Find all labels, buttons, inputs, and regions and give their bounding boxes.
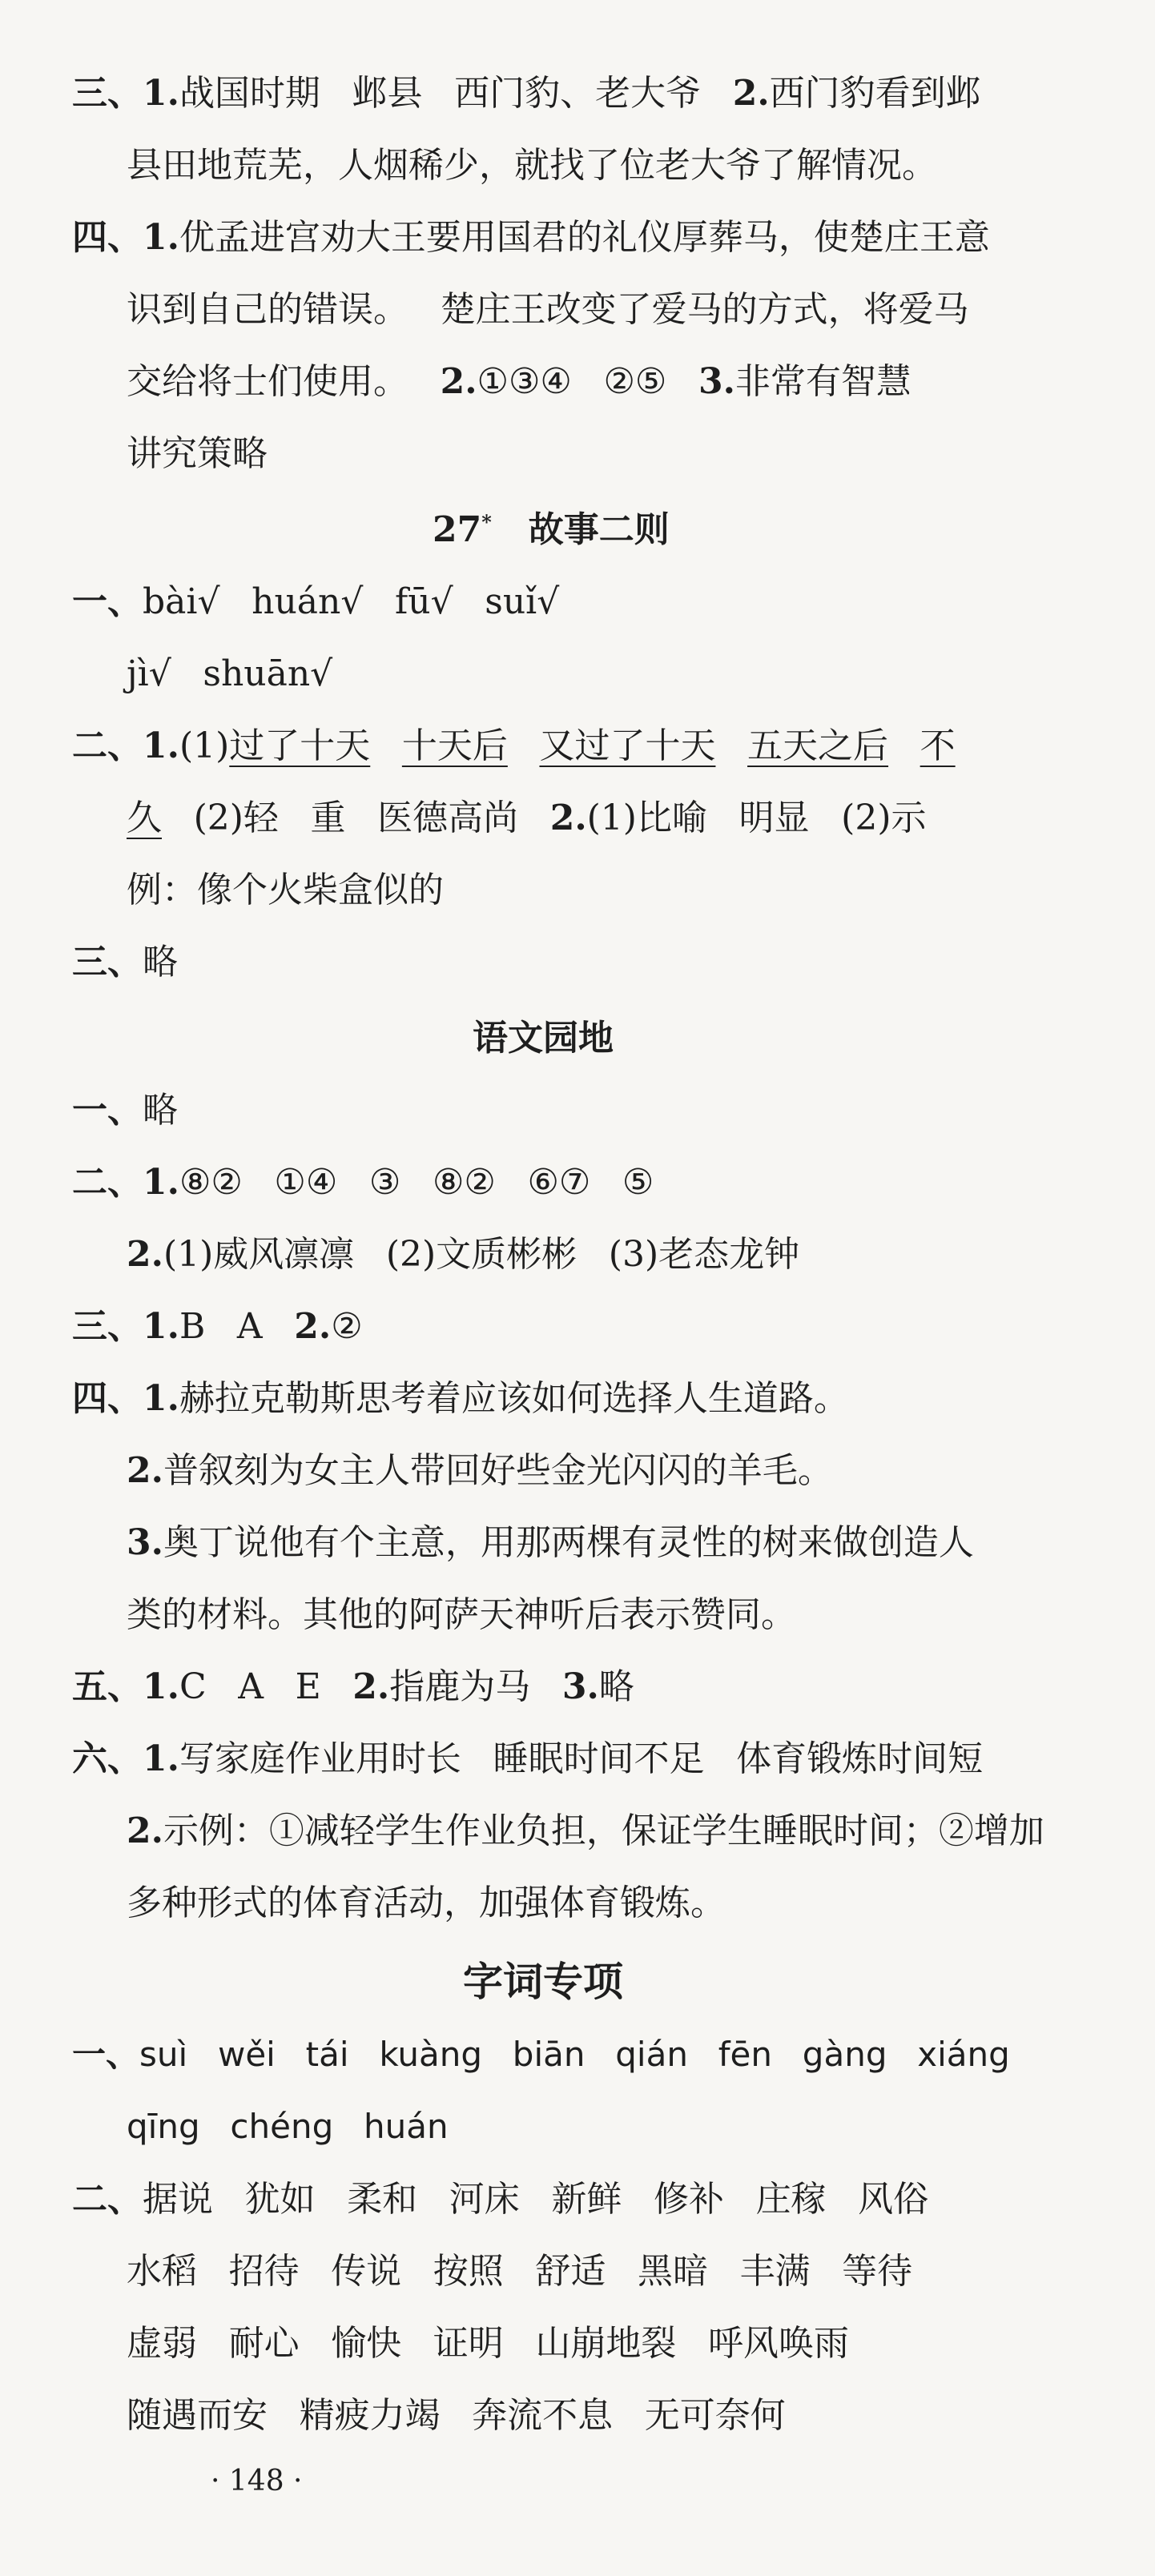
yd-q2-line-1: 二、1.⑧② ①④ ③ ⑧② ⑥⑦ ⑤ xyxy=(72,1162,654,1203)
s27-q2-line-1: 二、1.(1)过了十天 十天后 又过了十天 五天之后 不 xyxy=(72,725,956,766)
sec3-line-1: 三、1.战国时期 邺县 西门豹、老大爷 2.西门豹看到邺 xyxy=(72,73,981,114)
sec4-line-1: 四、1.优孟进宫劝大王要用国君的礼仪厚葬马，使楚庄王意 xyxy=(72,217,990,258)
yd-q4-line-3: 3.奥丁说他有个主意，用那两棵有灵性的树来做创造人 xyxy=(127,1522,974,1563)
sec4-line-2: 识到自己的错误。 楚庄王改变了爱马的方式，将爱马 xyxy=(127,289,969,330)
yd-q4-line-2: 2.普叙刻为女主人带回好些金光闪闪的羊毛。 xyxy=(127,1450,833,1491)
s27-q2-line-3: 例：像个火柴盒似的 xyxy=(127,870,444,910)
yd-q4-line-1: 四、1.赫拉克勒斯思考着应该如何选择人生道路。 xyxy=(72,1378,849,1419)
zc-q2-line-4: 随遇而安 精疲力竭 奔流不息 无可奈何 xyxy=(127,2395,786,2436)
page-number: · 148 · xyxy=(211,2465,303,2498)
s27-q1-line-1: 一、bài√ huán√ fū√ suǐ√ xyxy=(72,581,560,622)
yd-q6-line-2: 2.示例：①减轻学生作业负担，保证学生睡眠时间；②增加 xyxy=(127,1810,1044,1851)
yd-q2-line-2: 2.(1)威风凛凛 (2)文质彬彬 (3)老态龙钟 xyxy=(127,1234,800,1275)
section-title-zici-zhuanxiang: 字词专项 xyxy=(463,1958,623,2005)
s27-q2-line-2: 久 (2)轻 重 医德高尚 2.(1)比喻 明显 (2)示 xyxy=(127,798,927,838)
zc-q1-line-1: 一、suì wěi tái kuàng biān qián fēn gàng xiáng xyxy=(72,2035,1010,2074)
sec4-line-4: 讲究策略 xyxy=(127,433,268,474)
yd-q6-line-1: 六、1.写家庭作业用时长 睡眠时间不足 体育锻炼时间短 xyxy=(72,1738,984,1779)
zc-q2-line-3: 虚弱 耐心 愉快 证明 山崩地裂 呼风唤雨 xyxy=(127,2323,849,2364)
yd-q6-line-3: 多种形式的体育活动，加强体育锻炼。 xyxy=(127,1883,726,1923)
yd-q5: 五、1.C A E 2.指鹿为马 3.略 xyxy=(72,1666,634,1707)
yd-q1: 一、略 xyxy=(72,1090,178,1131)
s27-q3: 三、略 xyxy=(72,942,178,983)
section-prefix: 三、 xyxy=(72,73,143,114)
yd-q3: 三、1.B A 2.② xyxy=(72,1306,363,1347)
section-title-yuwen-yuandi: 语文园地 xyxy=(473,1018,614,1059)
sec3-line-2: 县田地荒芜，人烟稀少，就找了位老大爷了解情况。 xyxy=(127,145,937,186)
sec4-line-3: 交给将士们使用。 2.①③④ ②⑤ 3.非常有智慧 xyxy=(127,361,912,402)
zc-q1-line-2: qīng chéng huán xyxy=(127,2107,449,2146)
zc-q2-line-1: 二、据说 犹如 柔和 河床 新鲜 修补 庄稼 风俗 xyxy=(72,2179,929,2220)
zc-q2-line-2: 水稻 招待 传说 按照 舒适 黑暗 丰满 等待 xyxy=(127,2251,913,2292)
s27-q1-line-2: jì√ shuān√ xyxy=(127,653,333,694)
lesson-title-27: 27* 故事二则 xyxy=(433,509,670,550)
yd-q4-line-4: 类的材料。其他的阿萨天神听后表示赞同。 xyxy=(127,1594,796,1635)
